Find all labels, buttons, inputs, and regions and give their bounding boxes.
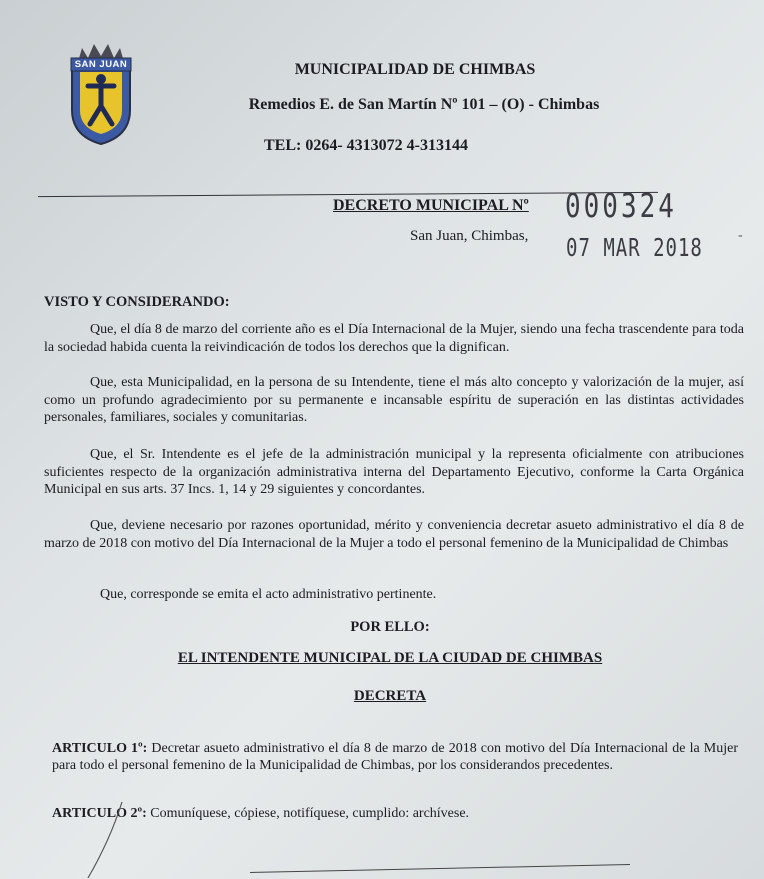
considerando-1 (44, 321, 744, 356)
considerando-2 (44, 374, 744, 427)
intendente-heading: EL INTENDENTE MUNICIPAL DE LA CIUDAD DE CHIMBAS (177, 650, 603, 666)
signature-line (250, 864, 630, 873)
san-juan-coat-of-arms-icon (68, 40, 134, 146)
article-label: ARTICULO 1º: (52, 741, 148, 756)
signature-stroke (80, 800, 160, 879)
article-text: Comuníquese, cópiese, notifíquese, cumplido: archívese. (146, 806, 470, 821)
decree-date: 07 MAR 2018 (566, 234, 703, 263)
por-ello: POR ELLO: (350, 619, 430, 635)
org-address: Remedios E. de San Martín Nº 101 – (O) - Chimbas (248, 96, 600, 113)
decree-label: DECRETO MUNICIPAL Nº (333, 197, 529, 214)
considerando-3 (44, 446, 744, 499)
decree-place: San Juan, Chimbas, (410, 228, 529, 244)
decreta-heading: DECRETA (353, 688, 427, 704)
org-phone: TEL: 0264- 4313072 4-313144 (264, 137, 468, 154)
paragraph-text: Que, deviene necesario por razones oportunidad, mérito y conveniencia decretar asueto administrativo el día 8 de marzo de 2018 con motivo del Día Internacional de la Mujer a todo el personal femenino de la Municipalidad de Chimbas (44, 518, 744, 551)
considerando-4 (44, 517, 744, 552)
margin-mark: - (738, 228, 743, 243)
logo-text: SAN JUAN (74, 59, 128, 70)
paragraph-text: Que, el Sr. Intendente es el jefe de la administración municipal y la representa oficialmente con atribuciones suficientes respecto de la organización administrativa interna del Departamento Ejecutivo, conforme la Carta Orgánica Municipal en sus arts. 37 Incs. 1, 14 y 29 siguientes y concordantes. (44, 447, 744, 497)
considerando-5 (44, 586, 744, 604)
paragraph-text: Que, corresponde se emita el acto administrativo pertinente. (100, 587, 437, 602)
decree-number: 000324 (565, 188, 677, 226)
article-label: ARTICULO 2º: (52, 806, 147, 821)
article-text: Decretar asueto administrativo el día 8 de marzo de 2018 con motivo del Día Internacional de la Mujer para todo el personal femenino de la Municipalidad de Chimbas, por los considerandos precedentes. (52, 741, 739, 773)
org-name: MUNICIPALIDAD DE CHIMBAS (294, 61, 536, 78)
paragraph-text: Que, esta Municipalidad, en la persona de su Intendente, tiene el más alto concepto y valorización de la mujer, así como un profundo agradecimiento por su permanente e incansable espíritu de superación en las distintas actividades personales, familiares, sociales y comunitarias. (44, 375, 744, 425)
logo (68, 40, 134, 146)
article-1 (52, 740, 738, 774)
section-heading: VISTO Y CONSIDERANDO: (44, 294, 230, 310)
paragraph-text: Que, el día 8 de marzo del corriente año es el Día Internacional de la Mujer, siendo una fecha trascendente para toda la sociedad habida cuenta la reivindicación de todos los derechos que la dignifican. (44, 322, 744, 355)
